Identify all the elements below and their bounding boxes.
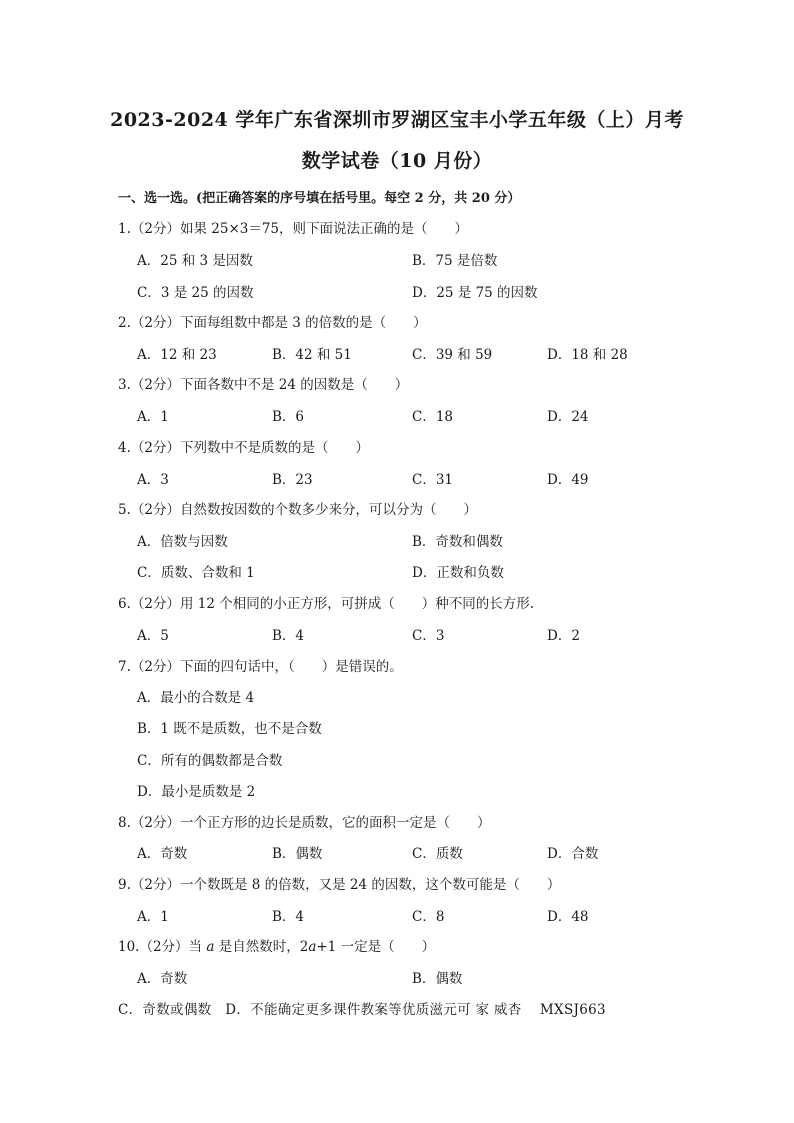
question-6-option-c: C．3 — [412, 628, 445, 644]
question-10-option-a: A．奇数 — [137, 971, 188, 987]
question-9-option-d: D．48 — [547, 909, 589, 925]
question-10-stem-suffix: +1 一定是（ ） — [316, 939, 436, 955]
question-7-option-a: A．最小的合数是 4 — [137, 690, 255, 706]
question-3-option-d: D．24 — [547, 409, 589, 425]
question-2-option-c: C．39 和 59 — [412, 347, 493, 363]
question-4-option-c: C．31 — [412, 472, 454, 488]
question-1-stem: 1.（2分）如果 25×3＝75，则下面说法正确的是（ ） — [118, 221, 469, 237]
question-8-stem: 8.（2分）一个正方形的边长是质数，它的面积一定是（ ） — [118, 815, 491, 831]
question-4-option-a: A．3 — [137, 472, 169, 488]
question-4-stem: 4.（2分）下列数中不是质数的是（ ） — [118, 440, 369, 456]
question-3-option-c: C．18 — [412, 409, 454, 425]
question-6-option-a: A．5 — [137, 628, 169, 644]
question-4-option-b: B．23 — [272, 472, 313, 488]
question-8-option-d: D．合数 — [547, 846, 599, 862]
question-10-stem — [118, 935, 435, 955]
question-3-option-a: A．1 — [137, 409, 169, 425]
question-5-stem: 5.（2分）自然数按因数的个数多少来分，可以分为（ ） — [118, 502, 477, 518]
question-2-option-d: D．18 和 28 — [547, 347, 628, 363]
question-8-option-b: B．偶数 — [272, 846, 323, 862]
question-9-option-a: A．1 — [137, 909, 169, 925]
question-8-option-a: A．奇数 — [137, 846, 188, 862]
question-5-option-d: D．正数和负数 — [412, 565, 504, 581]
question-7-option-b: B．1 既不是质数，也不是合数 — [137, 721, 322, 737]
question-3-option-b: B．6 — [272, 409, 305, 425]
question-10-stem-prefix: 10.（2分）当 — [118, 939, 207, 955]
question-1-option-c: C．3 是 25 的因数 — [137, 285, 254, 301]
footer-line: C．奇数或偶数 D．不能确定更多课件教案等优质滋元可 家 威杏 MXSJ663 — [118, 1002, 606, 1018]
question-6-stem: 6.（2分）用 12 个相同的小正方形，可拼成（ ）种不同的长方形. — [118, 596, 535, 612]
question-7-stem: 7.（2分）下面的四句话中，（ ）是错误的。 — [118, 659, 403, 675]
question-1-option-a: A．25 和 3 是因数 — [137, 253, 253, 269]
exam-title-line2: 数学试卷（10 月份） — [301, 150, 493, 172]
question-5-option-c: C．质数、合数和 1 — [137, 565, 255, 581]
question-9-option-c: C．8 — [412, 909, 445, 925]
question-2-stem: 2.（2分）下面每组数中都是 3 的倍数的是（ ） — [118, 315, 427, 331]
section-heading: 一、选一选。(把正确答案的序号填在括号里。每空 2 分，共 20 分） — [118, 191, 521, 206]
question-9-option-b: B．4 — [272, 909, 305, 925]
exam-title-line1: 2023-2024 学年广东省深圳市罗湖区宝丰小学五年级（上）月考 — [110, 109, 684, 131]
question-7-option-c: C．所有的偶数都是合数 — [137, 753, 283, 769]
question-6-option-d: D．2 — [547, 628, 580, 644]
question-1-option-b: B．75 是倍数 — [412, 253, 498, 269]
question-10-option-b: B．偶数 — [412, 971, 463, 987]
question-1-option-d: D．25 是 75 的因数 — [412, 285, 538, 301]
question-6-option-b: B．4 — [272, 628, 305, 644]
question-5-option-b: B．奇数和偶数 — [412, 534, 503, 550]
question-9-stem: 9.（2分）一个数既是 8 的倍数，又是 24 的因数，这个数可能是（ ） — [118, 877, 561, 893]
question-10-variable-2: a — [308, 939, 317, 955]
question-10-variable: a — [206, 939, 215, 955]
question-8-option-c: C．质数 — [412, 846, 463, 862]
question-2-option-a: A．12 和 23 — [137, 347, 217, 363]
question-2-option-b: B．42 和 51 — [272, 347, 352, 363]
question-5-option-a: A．倍数与因数 — [137, 534, 228, 550]
question-4-option-d: D．49 — [547, 472, 589, 488]
question-10-stem-mid: 是自然数时，2 — [214, 939, 309, 955]
question-7-option-d: D．最小是质数是 2 — [137, 784, 256, 800]
question-3-stem: 3.（2分）下面各数中不是 24 的因数是（ ） — [118, 377, 409, 393]
